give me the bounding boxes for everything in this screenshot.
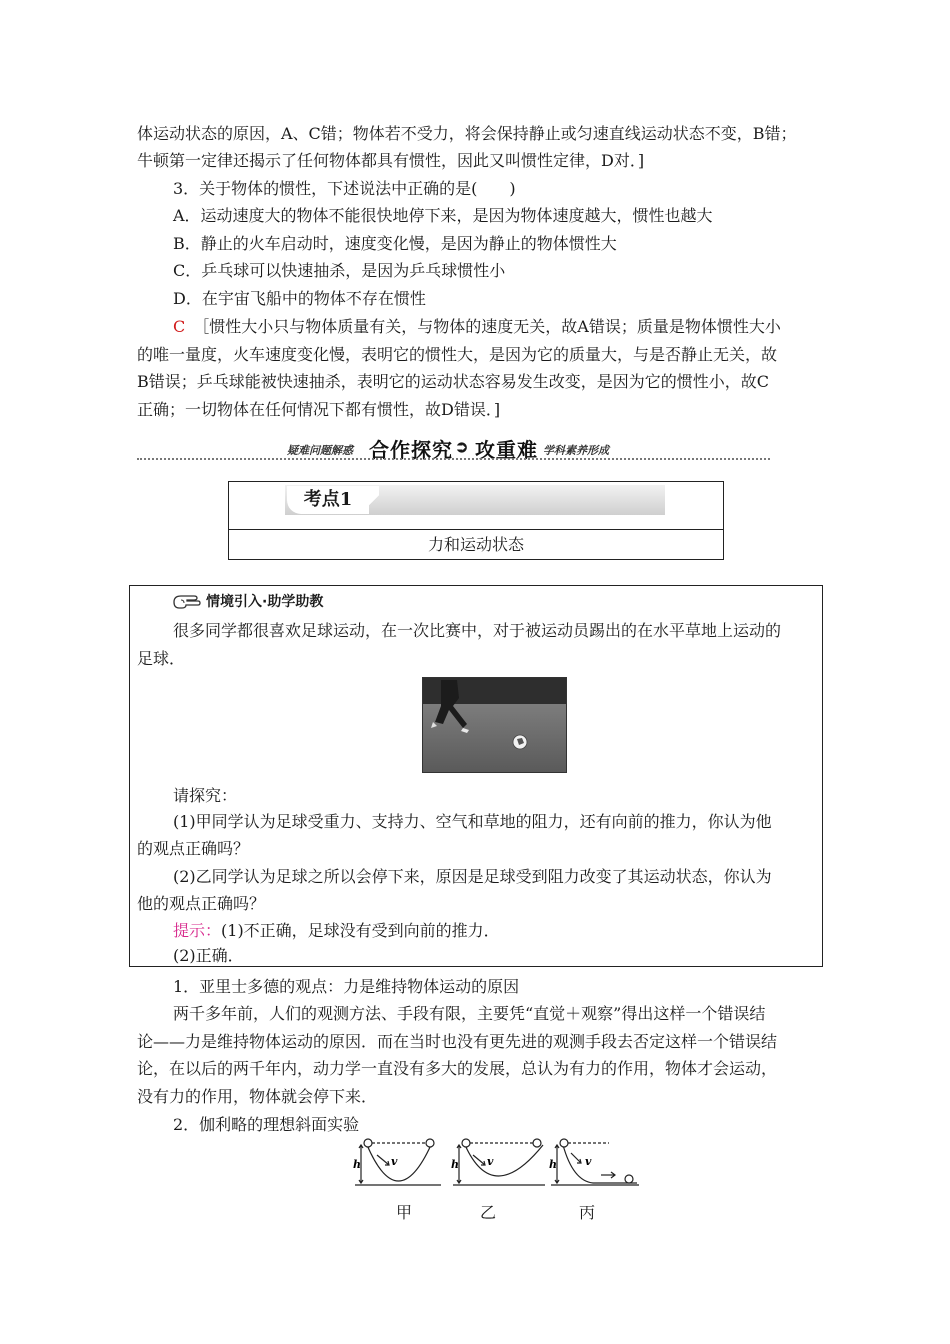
- kaodian-box: [228, 481, 724, 560]
- question3-stem: 3．关于物体的惯性，下述说法中正确的是( ): [173, 179, 516, 198]
- diagram-yi-h: h: [451, 1158, 459, 1171]
- banner-left-text: 疑难问题解惑: [287, 444, 353, 457]
- situation-header-label: 情境引入·助学助教: [206, 594, 324, 610]
- diagram-jia-h: h: [353, 1158, 361, 1171]
- situation-intro-line2: 足球．: [137, 649, 186, 668]
- situation-q2-line2: 他的观点正确吗？: [137, 894, 266, 913]
- hint-label: 提示：: [173, 921, 222, 940]
- answer-letter: C: [173, 317, 186, 336]
- section1-body-line1: 两千多年前，人们的观测方法、手段有限，主要凭“直觉＋观察”得出这样一个错误结: [173, 1004, 766, 1023]
- diagram-jia: [355, 1139, 441, 1185]
- banner-main-b: 攻重难: [475, 438, 538, 462]
- section2-heading: 2．伽利略的理想斜面实验: [173, 1115, 360, 1134]
- explanation-text: ［惯性大小只与物体质量有关，与物体的速度无关，故A错误；质量是物体惯性大小: [201, 317, 781, 336]
- figure-label-jia: 甲: [396, 1203, 413, 1222]
- situation-explore: 请探究：: [173, 786, 238, 805]
- banner-dotted-line: [137, 458, 770, 460]
- situation-hint2: (2)正确．: [173, 946, 244, 965]
- section1-body-line4: 没有力的作用，物体就会停下来．: [137, 1087, 378, 1106]
- section1-body-line3: 论，在以后的两千年内，动力学一直没有多大的发展，总认为有力的作用，物体才会运动，: [137, 1059, 778, 1078]
- diagram-bing: [551, 1139, 639, 1185]
- figure-label-bing: 丙: [579, 1203, 596, 1222]
- hint1-text: (1)不正确，足球没有受到向前的推力．: [221, 921, 500, 940]
- soccer-photo-image: [423, 678, 566, 772]
- diagram-bing-v: v: [585, 1155, 592, 1168]
- situation-hint1: [137, 917, 817, 945]
- figure-label-yi: 乙: [480, 1203, 497, 1222]
- question3-option-d: D．在宇宙飞船中的物体不存在惯性: [173, 289, 426, 308]
- banner-arrow-icon: ➲: [455, 437, 469, 456]
- diagram-bing-h: h: [549, 1158, 557, 1171]
- question3-option-c: C．乒乓球可以快速抽杀，是因为乒乓球惯性小: [173, 261, 506, 280]
- diagram-yi: [453, 1139, 545, 1185]
- kaodian-title: 力和运动状态: [427, 535, 524, 554]
- soccer-photo: [422, 677, 567, 773]
- situation-q1-line1: (1)甲同学认为足球受重力、支持力、空气和草地的阻力，还有向前的推力，你认为他: [173, 812, 772, 831]
- diagram-yi-v: v: [487, 1155, 494, 1168]
- question3-option-b: B．静止的火车启动时，速度变化慢，是因为静止的物体惯性大: [173, 234, 617, 253]
- question3-explanation-line2: 的唯一量度，火车速度变化慢，表明它的惯性大，是因为它的质量大，与是否静止无关，故: [137, 345, 778, 364]
- section1-body-line2: 论——力是维持物体运动的原因．而在当时也没有更先进的观测手段去否定这样一个错误结: [137, 1032, 778, 1051]
- incline-experiment-figure: [353, 1137, 643, 1193]
- question3-explanation-line3: B错误；乒乓球能被快速抽杀，表明它的运动状态容易发生改变，是因为它的惯性小，故C: [137, 372, 770, 391]
- situation-q2-line1: (2)乙同学认为足球之所以会停下来，原因是足球受到阻力改变了其运动状态，你认为: [173, 867, 772, 886]
- section1-heading: 1．亚里士多德的观点：力是维持物体运动的原因: [173, 977, 520, 996]
- section-banner: [137, 436, 770, 464]
- situation-q1-line2: 的观点正确吗？: [137, 839, 250, 858]
- situation-header: [172, 590, 323, 612]
- diagram-jia-v: v: [391, 1155, 398, 1168]
- question3-explanation-line4: 正确；一切物体在任何情况下都有惯性，故D错误．]: [137, 400, 501, 419]
- top-para-line2: 牛顿第一定律还揭示了任何物体都具有惯性，因此又叫惯性定律，D对．]: [137, 151, 645, 170]
- pointing-hand-icon: [172, 592, 202, 610]
- top-para-line1: 体运动状态的原因，A、C错；物体若不受力，将会保持静止或匀速直线运动状态不变，B错；: [137, 124, 797, 143]
- kaodian-label: 考点1: [287, 486, 369, 514]
- situation-intro-line1: 很多同学都很喜欢足球运动，在一次比赛中，对于被运动员踢出的在水平草地上运动的: [173, 621, 782, 640]
- question3-option-a: A．运动速度大的物体不能很快地停下来，是因为物体速度越大，惯性也越大: [173, 206, 713, 225]
- question3-explanation-first: [137, 313, 817, 341]
- banner-right-text: 学科素养形成: [543, 444, 609, 457]
- banner-main-a: 合作探究: [369, 438, 453, 462]
